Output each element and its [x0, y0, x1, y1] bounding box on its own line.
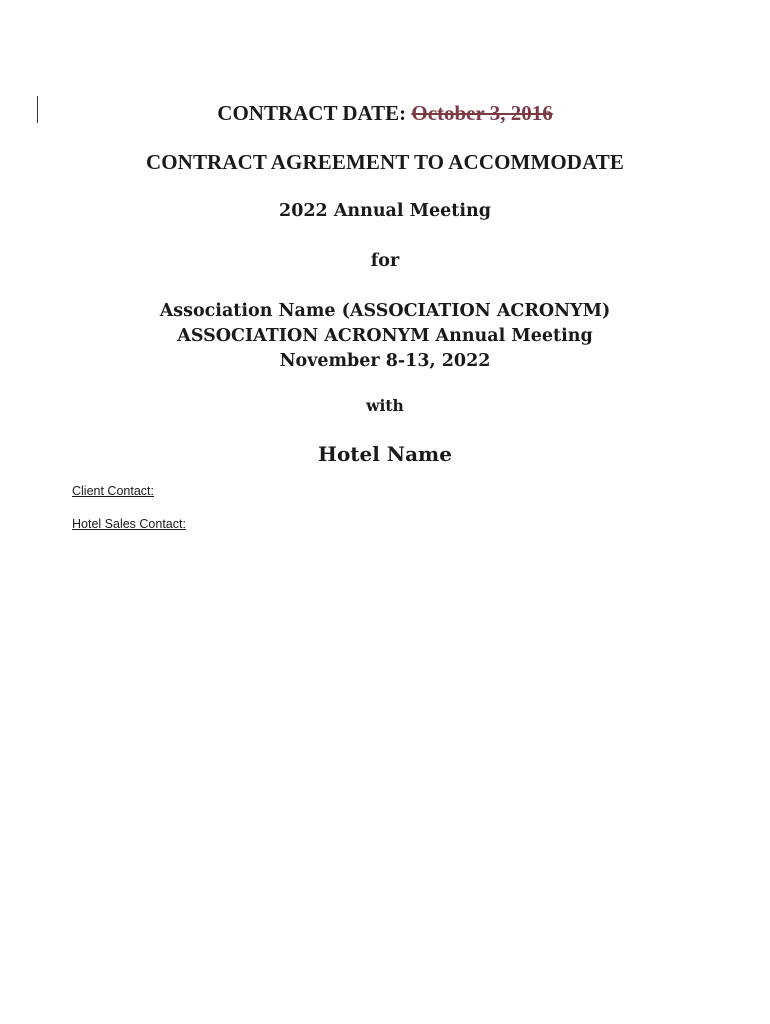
contract-date-line	[0, 101, 770, 126]
contract-heading: CONTRACT AGREEMENT TO ACCOMMODATE	[145, 150, 624, 174]
contract-date-label: CONTRACT DATE:	[217, 101, 412, 125]
with-text: with	[366, 396, 404, 415]
association-block	[0, 299, 770, 374]
client-contact-label: Client Contact:	[72, 484, 154, 498]
contract-date-value: October 3, 2016	[411, 101, 553, 125]
association-meeting: ASSOCIATION ACRONYM Annual Meeting	[177, 326, 593, 346]
meeting-title: 2022 Annual Meeting	[279, 201, 491, 221]
association-name: Association Name (ASSOCIATION ACRONYM)	[159, 301, 611, 321]
for-text: for	[370, 251, 400, 271]
hotel-name: Hotel Name	[318, 442, 452, 466]
association-dates: November 8-13, 2022	[279, 351, 491, 371]
hotel-sales-contact-label: Hotel Sales Contact:	[72, 517, 186, 531]
